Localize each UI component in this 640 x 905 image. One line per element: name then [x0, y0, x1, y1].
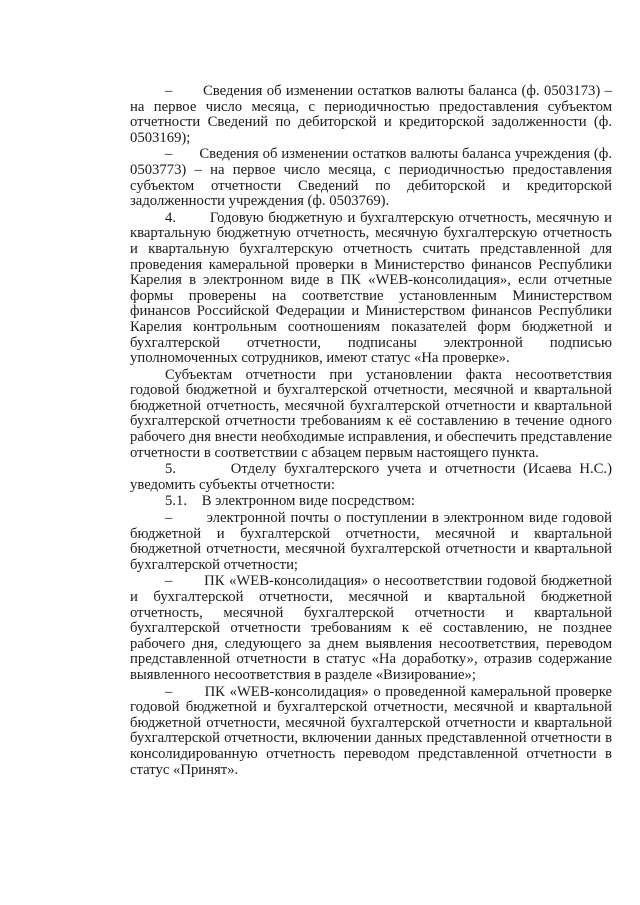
paragraph-subjects: Субъектам отчетности при установлении факта несоответствия годовой бюджетной и бухгалтерской отчетности, месячной и квартальной бюджетной отчетность, месячной бухгалтерской отчетности и квартальной бухгалтерской отчетности требованиям к её составлению в течение одного рабочего дня внести необходимые исправления, и обеспечить представление отчетности в соответствии с абзацем первым настоящего пункта. [130, 366, 612, 461]
paragraph-0503773: – Сведения об изменении остатков валюты баланса учреждения (ф. 0503773) – на первое число месяца, с периодичностью предоставления субъектом отчетности Сведений по дебиторской и кредиторской задолженности учреждения (ф. 0503769). [130, 146, 612, 210]
paragraph-0503173: – Сведения об изменении остатков валюты баланса (ф. 0503173) – на первое число месяца, с периодичностью предоставления субъектом отчетности Сведений по дебиторской и кредиторской задолженности (ф. 0503169); [130, 83, 612, 146]
list-item-web-mismatch: – ПК «WEB-консолидация» о несоответствии годовой бюджетной и бухгалтерской отчетности, месячной и квартальной бюджетной отчетность, месячной бухгалтерской отчетности и квартальной бухгалтерской отчетности требованиям к её составлению, не позднее рабочего дня, следующего за днем выявления несоответствия, переводом представленной отчетности в статус «На доработку», отразив содержание выявленного несоответствия в разделе «Визирование»; [130, 573, 612, 683]
paragraph-5-1: 5.1. В электронном виде посредством: [165, 493, 415, 510]
paragraph-5: 5. Отделу бухгалтерского учета и отчетности (Исаева Н.С.) уведомить субъекты отчетности: [130, 461, 612, 493]
paragraph-4: 4. Годовую бюджетную и бухгалтерскую отчетность, месячную и квартальную бюджетную отчетность, месячную бухгалтерскую отчетность и квартальную бухгалтерскую отчетность считать представленной для проведения камеральной проверки в Министерство финансов Республики Карелия в электронном виде в ПК «WEB-консолидация», если отчетные формы проверены на соответствие установленным Министерством финансов Российской Федерации и Министерством финансов Республики Карелия контрольным соотношениям показателей форм бюджетной и бухгалтерской отчетности, подписаны электронной подписью уполномоченных сотрудников, имеют статус «На проверке». [130, 209, 612, 367]
document-body [130, 84, 612, 779]
list-item-web-accepted: – ПК «WEB-консолидация» о проведенной камеральной проверке годовой бюджетной и бухгалтерской отчетности, месячной и квартальной бюджетной отчетности, месячной бухгалтерской отчетности и квартальной бухгалтерской отчетности, включении данных представленной отчетности в консолидированную отчетность переводом представленной отчетности в статус «Принят». [130, 683, 612, 778]
list-item-email: – электронной почты о поступлении в электронном виде годовой бюджетной и бухгалтерской отчетности, месячной и квартальной бюджетной отчетности, месячной бухгалтерской отчетности и квартальной бухгалтерской отчетности; [130, 510, 612, 573]
